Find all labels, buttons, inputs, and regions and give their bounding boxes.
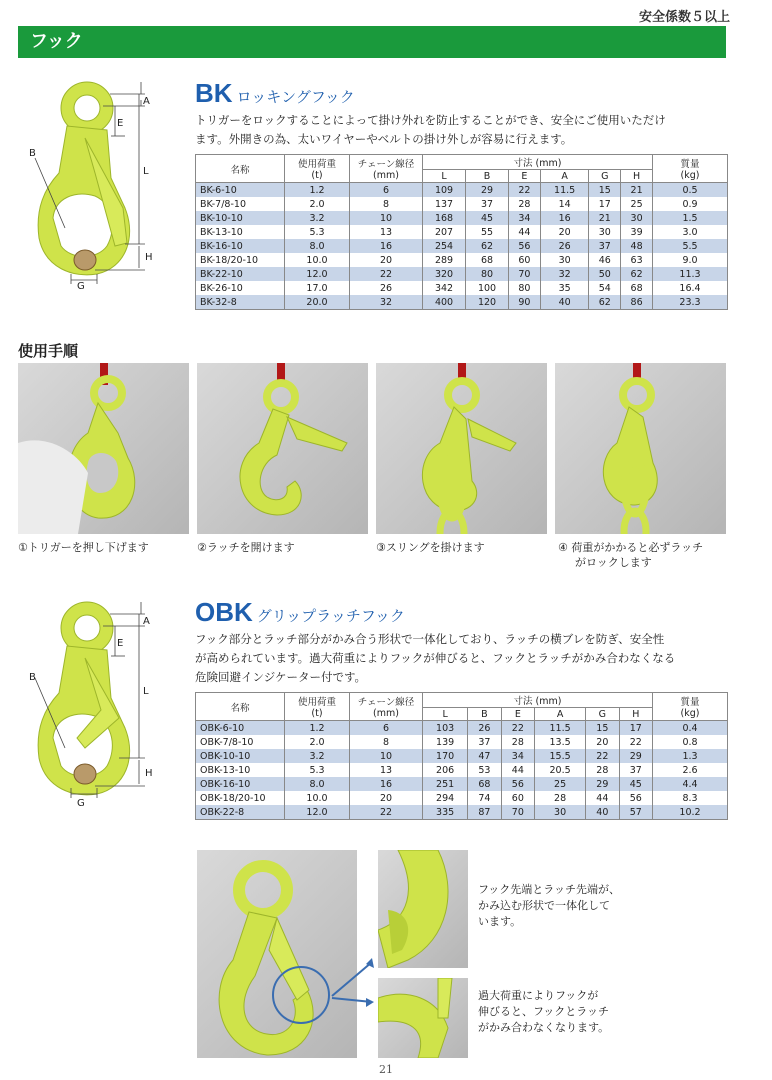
table-cell: 12.0 (285, 805, 350, 820)
table-cell: 30 (540, 253, 589, 267)
table-cell: 32 (350, 295, 423, 310)
obk-th-dims: 寸法 (mm) (423, 693, 653, 708)
table-cell: 37 (589, 239, 621, 253)
table-cell: 47 (468, 749, 501, 763)
table-cell: 22 (350, 805, 423, 820)
table-cell: 3.0 (653, 225, 728, 239)
obk-th-dim: B (468, 708, 501, 721)
bk-desc-line1: トリガーをロックすることによって掛け外れを防止することができ、安全にご使用いただけ (195, 113, 666, 127)
table-cell: 1.2 (285, 721, 350, 736)
table-cell: 342 (423, 281, 466, 295)
table-cell: BK-18/20-10 (196, 253, 285, 267)
bk-label-h: H (145, 252, 153, 263)
table-cell: 16.4 (653, 281, 728, 295)
table-cell: 120 (466, 295, 509, 310)
table-cell: 8.3 (653, 791, 728, 805)
table-cell: 207 (423, 225, 466, 239)
table-cell: 25 (621, 197, 653, 211)
table-cell: 1.5 (653, 211, 728, 225)
usage-photo-1 (18, 363, 189, 534)
table-cell: 37 (468, 735, 501, 749)
table-cell: 54 (589, 281, 621, 295)
table-cell: 335 (423, 805, 468, 820)
table-cell: 254 (423, 239, 466, 253)
table-cell: 0.4 (653, 721, 728, 736)
usage-photo-2 (197, 363, 368, 534)
table-cell: BK-7/8-10 (196, 197, 285, 211)
obk-label-e: E (117, 638, 124, 649)
table-cell: 2.6 (653, 763, 728, 777)
table-cell: 103 (423, 721, 468, 736)
table-cell: 13.5 (535, 735, 586, 749)
callout-arrows (328, 950, 378, 1010)
table-cell: 5.3 (285, 225, 350, 239)
bk-th-dim: L (423, 170, 466, 183)
table-cell: 56 (619, 791, 652, 805)
table-cell: 13 (350, 225, 423, 239)
obk-desc-line2: が高められています。過大荷重によりフックが伸びると、フックとラッチがかみ合わなくなる (195, 651, 676, 665)
table-cell: 21 (621, 183, 653, 198)
table-cell: 28 (535, 791, 586, 805)
table-cell: 62 (621, 267, 653, 281)
table-cell: 32 (540, 267, 589, 281)
table-cell: BK-6-10 (196, 183, 285, 198)
table-cell: 29 (586, 777, 619, 791)
table-cell: 1.2 (285, 183, 350, 198)
table-cell: 68 (466, 253, 509, 267)
table-cell: 30 (535, 805, 586, 820)
page-number: 21 (379, 1063, 393, 1076)
bk-hook-diagram (15, 78, 165, 290)
table-cell: OBK-7/8-10 (196, 735, 285, 749)
table-cell: 22 (350, 267, 423, 281)
table-cell: OBK-6-10 (196, 721, 285, 736)
table-cell: 3.2 (285, 211, 350, 225)
bk-th-dims: 寸法 (mm) (423, 155, 653, 170)
table-cell: 8.0 (285, 239, 350, 253)
table-cell: 63 (621, 253, 653, 267)
table-cell: 35 (540, 281, 589, 295)
table-cell: OBK-16-10 (196, 777, 285, 791)
table-cell: 20.0 (285, 295, 350, 310)
table-cell: BK-16-10 (196, 239, 285, 253)
table-cell: 22 (509, 183, 541, 198)
table-row (196, 721, 728, 736)
table-cell: 16 (540, 211, 589, 225)
table-cell: 30 (589, 225, 621, 239)
usage-step-1: ①トリガーを押し下げます (18, 541, 149, 554)
obk-th-dim: E (501, 708, 534, 721)
table-cell: 168 (423, 211, 466, 225)
table-cell: 22 (501, 721, 534, 736)
table-cell: 8 (350, 735, 423, 749)
bk-th-load: 使用荷重 (t) (285, 155, 350, 183)
table-cell: 22 (619, 735, 652, 749)
table-cell: 25 (535, 777, 586, 791)
table-cell: 0.9 (653, 197, 728, 211)
table-cell: OBK-10-10 (196, 749, 285, 763)
bk-spec-table (195, 154, 728, 310)
bk-th-dim: H (621, 170, 653, 183)
table-cell: 10.2 (653, 805, 728, 820)
usage-step-3: ③スリングを掛けます (376, 541, 485, 554)
table-cell: 62 (466, 239, 509, 253)
table-cell: 15.5 (535, 749, 586, 763)
table-row (196, 281, 728, 295)
table-cell: 170 (423, 749, 468, 763)
table-cell: 56 (509, 239, 541, 253)
table-cell: 17 (619, 721, 652, 736)
table-cell: 17 (589, 197, 621, 211)
obk-label-l: L (143, 686, 149, 697)
table-cell: 26 (350, 281, 423, 295)
table-row (196, 295, 728, 310)
table-cell: 13 (350, 763, 423, 777)
table-cell: BK-22-10 (196, 267, 285, 281)
table-cell: 34 (509, 211, 541, 225)
bk-th-dim: G (589, 170, 621, 183)
obk-label-a: A (143, 616, 150, 627)
table-cell: BK-32-8 (196, 295, 285, 310)
obk-th-dim: A (535, 708, 586, 721)
table-cell: 80 (509, 281, 541, 295)
table-cell: OBK-13-10 (196, 763, 285, 777)
table-cell: 320 (423, 267, 466, 281)
table-row (196, 777, 728, 791)
table-cell: BK-26-10 (196, 281, 285, 295)
table-cell: 55 (466, 225, 509, 239)
table-cell: 86 (621, 295, 653, 310)
table-cell: 2.0 (285, 735, 350, 749)
table-cell: 11.5 (535, 721, 586, 736)
table-cell: 46 (589, 253, 621, 267)
table-cell: BK-10-10 (196, 211, 285, 225)
obk-th-mass: 質量 (kg) (653, 693, 728, 721)
bk-th-chain: チェーン線径 (mm) (350, 155, 423, 183)
usage-photo-3 (376, 363, 547, 534)
usage-step-2: ②ラッチを開けます (197, 541, 295, 554)
table-cell: 20 (540, 225, 589, 239)
table-cell: 14 (540, 197, 589, 211)
table-cell: 109 (423, 183, 466, 198)
table-cell: 39 (621, 225, 653, 239)
table-cell: 20 (586, 735, 619, 749)
table-cell: 5.3 (285, 763, 350, 777)
bk-description (195, 111, 735, 149)
obk-th-dim: L (423, 708, 468, 721)
table-cell: OBK-18/20-10 (196, 791, 285, 805)
table-cell: OBK-22-8 (196, 805, 285, 820)
table-cell: 20 (350, 253, 423, 267)
table-cell: 56 (501, 777, 534, 791)
table-cell: 100 (466, 281, 509, 295)
table-cell: 45 (619, 777, 652, 791)
obk-note-2: 過大荷重によりフックが 伸びると、フックとラッチ がかみ合わなくなります。 (478, 989, 610, 1034)
table-cell: 289 (423, 253, 466, 267)
table-cell: 30 (621, 211, 653, 225)
table-row (196, 763, 728, 777)
bk-desc-line2: ます。外開きの為、太いワイヤーやベルトの掛け外しが容易に行えます。 (195, 132, 573, 146)
obk-desc-line1: フック部分とラッチ部分がかみ合う形状で一体化しており、ラッチの横ブレを防ぎ、安全性 (195, 632, 665, 646)
obk-th-dim: H (619, 708, 652, 721)
obk-spec-table (195, 692, 728, 820)
table-cell: 87 (468, 805, 501, 820)
table-cell: 137 (423, 197, 466, 211)
table-cell: 6 (350, 183, 423, 198)
table-cell: 57 (619, 805, 652, 820)
bk-code: BK (195, 78, 233, 108)
table-cell: 15 (586, 721, 619, 736)
table-cell: 68 (621, 281, 653, 295)
obk-th-load: 使用荷重 (t) (285, 693, 350, 721)
table-cell: 10.0 (285, 253, 350, 267)
table-cell: 53 (468, 763, 501, 777)
obk-photo-detail-2 (378, 978, 468, 1058)
table-cell: 34 (501, 749, 534, 763)
table-row (196, 197, 728, 211)
table-cell: 10.0 (285, 791, 350, 805)
obk-code: OBK (195, 597, 253, 627)
table-cell: 0.5 (653, 183, 728, 198)
obk-note-1: フック先端とラッチ先端が、 かみ込む形状で一体化して います。 (478, 883, 621, 928)
bk-th-dim: E (509, 170, 541, 183)
table-cell: 37 (619, 763, 652, 777)
table-cell: 12.0 (285, 267, 350, 281)
obk-th-dim: G (586, 708, 619, 721)
table-cell: 20 (350, 791, 423, 805)
table-cell: 26 (468, 721, 501, 736)
table-cell: 2.0 (285, 197, 350, 211)
table-row (196, 211, 728, 225)
obk-name: グリップラッチフック (256, 607, 405, 625)
table-cell: 400 (423, 295, 466, 310)
table-cell: 3.2 (285, 749, 350, 763)
table-cell: 22 (586, 749, 619, 763)
bk-th-dim: A (540, 170, 589, 183)
table-row (196, 735, 728, 749)
table-cell: 28 (501, 735, 534, 749)
table-cell: 15 (589, 183, 621, 198)
table-cell: 90 (509, 295, 541, 310)
table-cell: 28 (586, 763, 619, 777)
table-cell: BK-13-10 (196, 225, 285, 239)
obk-label-b: B (29, 672, 36, 683)
table-cell: 62 (589, 295, 621, 310)
bk-label-b: B (29, 148, 36, 159)
obk-title (195, 597, 405, 628)
table-row (196, 183, 728, 198)
table-cell: 251 (423, 777, 468, 791)
table-cell: 29 (619, 749, 652, 763)
obk-label-g: G (77, 798, 85, 809)
table-cell: 70 (501, 805, 534, 820)
bk-name: ロッキングフック (236, 88, 355, 106)
table-cell: 44 (501, 763, 534, 777)
table-cell: 294 (423, 791, 468, 805)
table-row (196, 225, 728, 239)
usage-photo-4 (555, 363, 726, 534)
table-cell: 4.4 (653, 777, 728, 791)
table-cell: 23.3 (653, 295, 728, 310)
table-cell: 40 (540, 295, 589, 310)
table-cell: 16 (350, 777, 423, 791)
table-cell: 10 (350, 749, 423, 763)
bk-label-g: G (77, 281, 85, 290)
table-cell: 10 (350, 211, 423, 225)
safety-factor-label: 安全係数５以上 (638, 10, 730, 25)
table-cell: 74 (468, 791, 501, 805)
table-cell: 50 (589, 267, 621, 281)
bk-th-dim: B (466, 170, 509, 183)
obk-description (195, 630, 740, 687)
table-row (196, 239, 728, 253)
section-banner: フック (18, 26, 726, 58)
table-cell: 60 (501, 791, 534, 805)
bk-label-e: E (117, 118, 124, 129)
table-cell: 70 (509, 267, 541, 281)
table-cell: 29 (466, 183, 509, 198)
table-cell: 8 (350, 197, 423, 211)
table-row (196, 805, 728, 820)
obk-desc-line3: 危険回避インジケーター付です。 (195, 670, 367, 684)
table-cell: 11.5 (540, 183, 589, 198)
table-cell: 26 (540, 239, 589, 253)
bk-label-l: L (143, 166, 149, 177)
table-cell: 68 (468, 777, 501, 791)
table-cell: 0.8 (653, 735, 728, 749)
table-cell: 139 (423, 735, 468, 749)
bk-th-mass: 質量 (kg) (653, 155, 728, 183)
obk-hook-diagram (15, 598, 165, 810)
bk-label-a: A (143, 96, 150, 107)
obk-label-h: H (145, 768, 153, 779)
obk-th-chain: チェーン線径 (mm) (350, 693, 423, 721)
table-cell: 80 (466, 267, 509, 281)
table-cell: 11.3 (653, 267, 728, 281)
table-cell: 44 (586, 791, 619, 805)
table-cell: 16 (350, 239, 423, 253)
table-cell: 60 (509, 253, 541, 267)
table-cell: 37 (466, 197, 509, 211)
table-cell: 8.0 (285, 777, 350, 791)
bk-title (195, 78, 355, 109)
table-cell: 40 (586, 805, 619, 820)
table-cell: 5.5 (653, 239, 728, 253)
table-row (196, 791, 728, 805)
table-row (196, 749, 728, 763)
obk-photo-detail-1 (378, 850, 468, 968)
table-cell: 9.0 (653, 253, 728, 267)
usage-title: 使用手順 (18, 342, 79, 360)
table-cell: 28 (509, 197, 541, 211)
table-row (196, 253, 728, 267)
table-cell: 44 (509, 225, 541, 239)
table-cell: 1.3 (653, 749, 728, 763)
table-row (196, 267, 728, 281)
usage-step-4: ④ 荷重がかかると必ずラッチ がロックします (558, 541, 704, 569)
bk-th-name: 名称 (196, 155, 285, 183)
obk-th-name: 名称 (196, 693, 285, 721)
table-cell: 6 (350, 721, 423, 736)
table-cell: 21 (589, 211, 621, 225)
table-cell: 45 (466, 211, 509, 225)
table-cell: 48 (621, 239, 653, 253)
table-cell: 17.0 (285, 281, 350, 295)
table-cell: 20.5 (535, 763, 586, 777)
table-cell: 206 (423, 763, 468, 777)
